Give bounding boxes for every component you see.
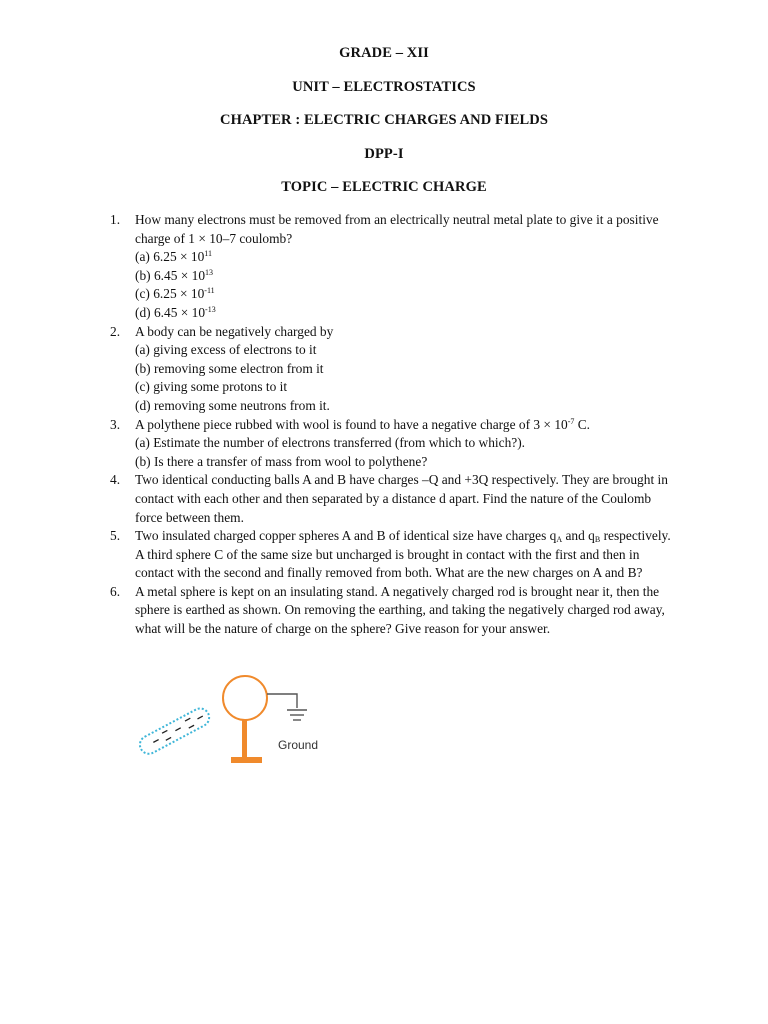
charged-rod (137, 705, 213, 757)
unit-heading: UNIT – ELECTROSTATICS (292, 79, 476, 95)
option-b: (b) removing some electron from it (135, 360, 324, 376)
question-number: 5. (110, 528, 121, 544)
question-4 (110, 471, 680, 527)
insulating-stand-base (231, 757, 262, 763)
question-number: 1. (110, 212, 121, 227)
question-number: 4. (110, 472, 121, 488)
option-c: (c) $6.25 \times 10^{-11}$ (135, 286, 215, 302)
metal-sphere (223, 676, 267, 720)
question-text: A polythene piece rubbed with wool is found to have a negative charge of $3 \times 10^{-7}$ C. (135, 416, 591, 432)
option-b: (b) $6.45 \times 10^{13}$ (135, 267, 214, 283)
part-b: (b) Is there a transfer of mass from wool to polythene? (135, 453, 428, 469)
question-text: Two insulated charged copper spheres A and B of identical size have charges $q_A$ and $q_B$ respectively. A third sphere C of the same size but uncharged is brought in contact with the first and then in contact with the second and finally removed from both. What are the new charges on A and B? (135, 528, 671, 581)
question-text: How many electrons must be removed from an electrically neutral metal plate to give it a positive charge of 1 × 10–7 coulomb? (135, 212, 659, 246)
question-5 (110, 527, 680, 583)
question-text: A metal sphere is kept on an insulating stand. A negatively charged rod is brought near it, then the sphere is earthed as shown. On removing the earthing, and taking the negatively charged rod away, what will be the nature of charge on the sphere? Give reason for your answer. (135, 583, 665, 637)
earthing-wire (267, 694, 297, 708)
dpp-heading: DPP-I (364, 146, 404, 162)
grade-heading: GRADE – XII (339, 45, 429, 61)
rod-body (137, 705, 213, 757)
insulating-stand-post (242, 720, 247, 760)
question-number: 6. (110, 583, 121, 599)
option-a: (a) giving excess of electrons to it (135, 342, 317, 358)
question-text: A body can be negatively charged by (135, 323, 334, 339)
option-d: (d) $6.45 \times 10^{-13}$ (135, 304, 216, 320)
question-6 (110, 583, 680, 639)
question-number: 2. (110, 323, 121, 339)
question-1 (110, 211, 680, 323)
question-2 (110, 323, 680, 416)
question-text: Two identical conducting balls A and B have charges –Q and +3Q respectively. They are brought in contact with each other and then separated by a distance d apart. Find the nature of the Coulomb force between them. (135, 472, 668, 525)
option-d: (d) removing some neutrons from it. (135, 397, 330, 413)
question-3 (110, 416, 680, 472)
option-a: (a) $6.25 \times 10^{11}$ (135, 249, 212, 265)
question-number: 3. (110, 416, 121, 432)
option-c: (c) giving some protons to it (135, 379, 288, 395)
earthed-sphere-figure (135, 670, 335, 770)
question-list (110, 211, 680, 639)
chapter-heading: CHAPTER : ELECTRIC CHARGES AND FIELDS (220, 112, 548, 128)
topic-heading: TOPIC – ELECTRIC CHARGE (281, 179, 487, 195)
ground-label: Ground (278, 738, 319, 752)
part-a: (a) Estimate the number of electrons transferred (from which to which?). (135, 435, 526, 451)
ground-symbol-icon (287, 710, 307, 720)
